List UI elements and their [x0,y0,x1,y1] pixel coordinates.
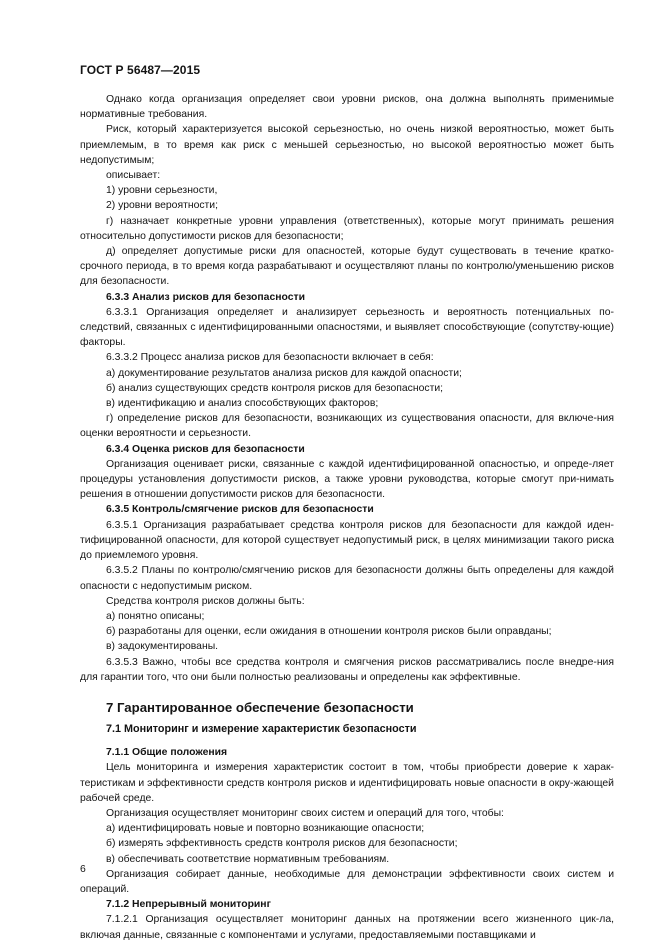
section-heading: 7.1.2 Непрерывный мониторинг [106,899,271,911]
paragraph: в) идентификацию и анализ способствующих факторов; [106,398,379,410]
section-heading: 7 Гарантированное обеспечение безопасности [106,699,414,715]
paragraph: описывает: [106,170,161,182]
paragraph: б) измерять эффективность средств контроля рисков для безопасности; [106,838,458,850]
paragraph: 2) уровни вероятности; [106,200,218,212]
paragraph: г) определение рисков для безопасности, возникающих из существования опасности, для включе-ния оценки вероятности и серьезности. [80,413,614,440]
paragraph: д) определяет допустимые риски для опасностей, которые будут существовать в течение кратко-срочного периода, в то время когда разрабатывают и осуществляют планы по контролю/уменьшению рисков для безопасности. [80,246,614,288]
paragraph: 6.3.5.1 Организация разрабатывает средства контроля рисков для безопасности для каждой иден-тифицированной опасности, для которой существует недопустимый риск, в целях минимизации такого риска до приемлемого уровня. [80,519,614,562]
paragraph: Средства контроля рисков должны быть: [106,595,305,607]
paragraph: б) анализ существующих средств контроля рисков для безопасности; [106,382,444,394]
section-heading: 7.1 Мониторинг и измерение характеристик безопасности [106,722,417,735]
paragraph: Организация собирает данные, необходимые для демонстрации эффективности своих систем и операций. [80,868,614,895]
paragraph: в) задокументированы. [106,641,219,653]
paragraph: а) документирование результатов анализа рисков для каждой опасности; [106,367,462,379]
section-heading: 6.3.3 Анализ рисков для безопасности [106,291,305,303]
paragraph: 6.3.5.3 Важно, чтобы все средства контроля и смягчения рисков рассматривались после внедре-ния для гарантии того, что они были полностью реализованы и определены как эффективные. [80,656,614,683]
paragraph: 6.3.3.1 Организация определяет и анализирует серьезность и вероятность потенциальных по-следствий, связанных с идентифицированными опасностями, и выявляет способствующие (сопутству-ющие) факторы. [80,306,614,349]
paragraph: б) разработаны для оценки, если ожидания в отношении контроля рисков были оправданы; [106,626,552,638]
paragraph: Риск, который характеризуется высокой серьезностью, но очень низкой вероятностью, может быть приемлемым, в то время как риск с меньшей серьезностью, но высокой вероятностью может быть недопустимым; [80,124,614,166]
document-body [80,92,614,943]
paragraph: Цель мониторинга и измерения характеристик состоит в том, чтобы приобрести доверие к харак-теристикам и эффективности средств контроля рисков и идентифицировать новые опасности в окру-жающей рабочей среде. [80,762,614,804]
paragraph: Организация осуществляет мониторинг своих систем и операций для того, чтобы: [106,807,504,819]
section-heading: 6.3.5 Контроль/смягчение рисков для безопасности [106,504,374,516]
paragraph: Однако когда организация определяет свои уровни рисков, она должна выполнять применимые нормативные требования. [80,94,614,121]
paragraph: в) обеспечивать соответствие нормативным требованиям. [106,853,390,865]
section-heading: 7.1.1 Общие положения [106,747,228,759]
paragraph: Организация оценивает риски, связанные с каждой идентифицированной опасностью, и опреде-ляет процедуры установления допустимости рисков, а также уровни руководства, которые смогут при-нимать решения в отношении допустимости рисков для безопасности. [80,458,614,501]
paragraph: а) идентифицировать новые и повторно возникающие опасности; [106,823,425,835]
paragraph: 6.3.5.2 Планы по контролю/смягчению рисков для безопасности должны быть определены для каждой опасности с недопустимым риском. [80,565,614,592]
section-heading: 6.3.4 Оценка рисков для безопасности [106,443,305,455]
paragraph: г) назначает конкретные уровни управления (ответственных), которые могут принимать решения относительно допустимости рисков для безопасности; [80,215,614,242]
document-header: ГОСТ Р 56487—2015 [80,63,201,77]
paragraph: 1) уровни серьезности, [106,185,218,197]
paragraph: 6.3.3.2 Процесс анализа рисков для безопасности включает в себя: [106,352,434,364]
paragraph: 7.1.2.1 Организация осуществляет мониторинг данных на протяжении всего жизненного цик-ла, включая данные, связанные с компонентами и услугами, предоставляемыми поставщиками и [80,914,614,941]
paragraph: а) понятно описаны; [106,610,205,622]
page-number: 6 [80,864,86,875]
